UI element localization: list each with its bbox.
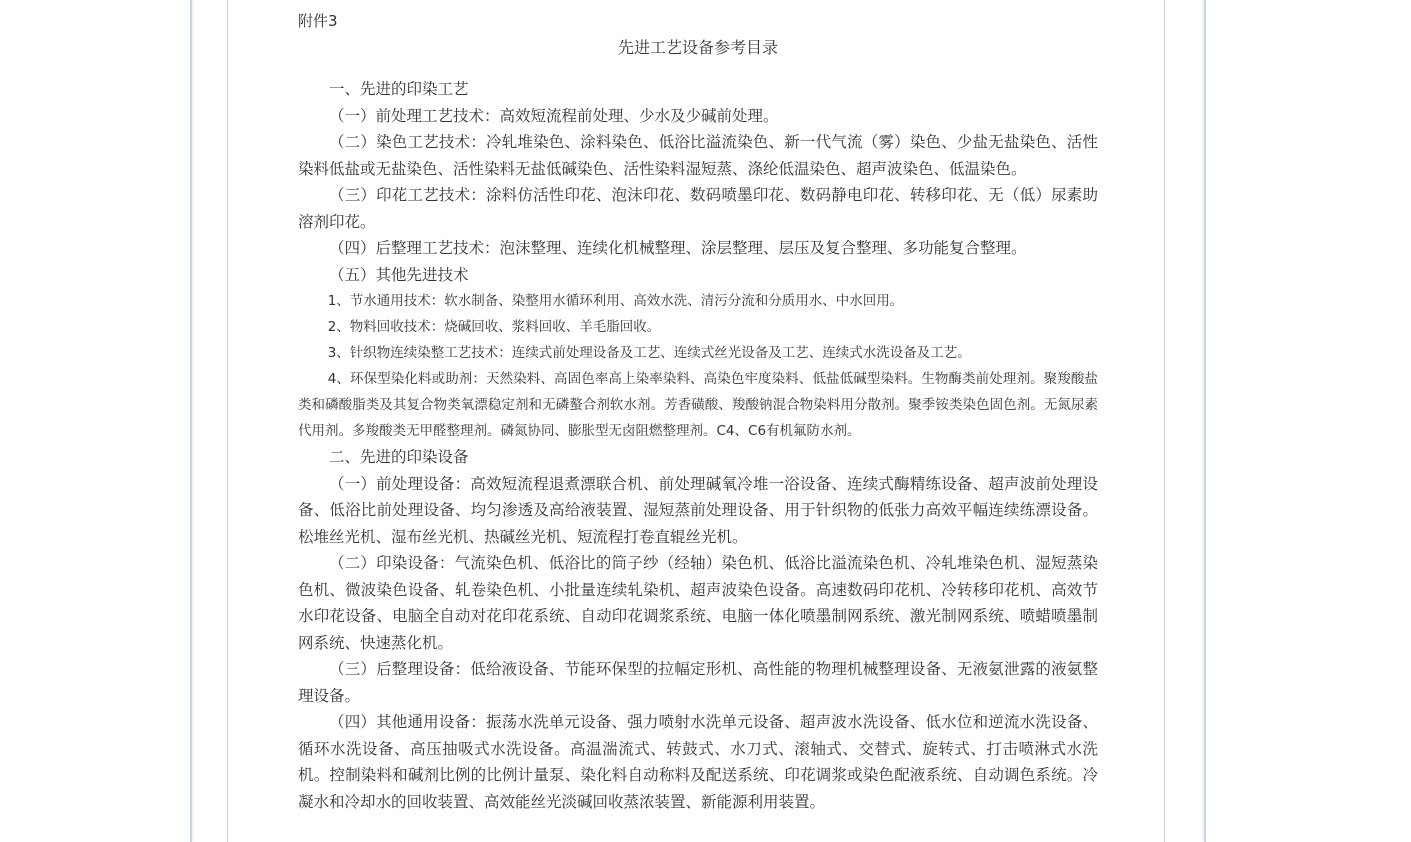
viewer-right-rail xyxy=(1204,0,1206,842)
paragraph-other-technologies: （五）其他先进技术 xyxy=(329,265,469,284)
list-item-water-saving: 1、节水通用技术：软水制备、染整用水循环利用、高效水洗、清污分流和分质用水、中水回用。 xyxy=(327,293,904,309)
paragraph-pretreatment-equipment: （一）前处理设备：高效短流程退煮漂联合机、前处理碱氧冷堆一浴设备、连续式酶精练设备、超声波前处理设备、低浴比前处理设备、均匀渗透及高给液装置、湿短蒸前处理设备、用于针织物的低张力高效平幅连续练漂设备。松堆丝光机、湿布丝光机、热碱丝光机、短流程打卷直辊丝光机。 xyxy=(298,474,1098,546)
title-spacer xyxy=(298,62,1098,76)
document-page xyxy=(227,0,1165,842)
section-heading-2: 二、先进的印染设备 xyxy=(329,448,469,466)
paragraph-dyeing-equipment: （二）印染设备：气流染色机、低浴比的筒子纱（经轴）染色机、低浴比溢流染色机、冷轧堆染色机、湿短蒸染色机、微波染色设备、轧卷染色机、小批量连续轧染机、超声波染色设备。高速数码印花机、冷转移印花机、高效节水印花设备、电脑全自动对花印花系统、自动印花调浆系统、电脑一体化喷墨制网系统、激光制网系统、喷蜡喷墨制网系统、快速蒸化机。 xyxy=(298,554,1098,652)
list-item-knit-continuous: 3、针织物连续染整工艺技术：连续式前处理设备及工艺、连续式丝光设备及工艺、连续式水洗设备及工艺。 xyxy=(327,345,971,361)
paragraph-printing-process: （三）印花工艺技术：涂料仿活性印花、泡沫印花、数码喷墨印花、数码静电印花、转移印花、无（低）尿素助溶剂印花。 xyxy=(298,186,1098,231)
list-item-material-recovery: 2、物料回收技术：烧碱回收、浆料回收、羊毛脂回收。 xyxy=(327,319,661,335)
paragraph-dyeing-process: （二）染色工艺技术：冷轧堆染色、涂料染色、低浴比溢流染色、新一代气流（雾）染色、少盐无盐染色、活性染料低盐或无盐染色、活性染料无盐低碱染色、活性染料湿短蒸、涤纶低温染色、超声波染色、低温染色。 xyxy=(298,133,1098,178)
paragraph-pretreatment-process: （一）前处理工艺技术：高效短流程前处理、少水及少碱前处理。 xyxy=(329,106,779,125)
paragraph-finishing-equipment: （三）后整理设备：低给液设备、节能环保型的拉幅定形机、高性能的物理机械整理设备、无液氨泄露的液氨整理设备。 xyxy=(298,660,1098,705)
page-content xyxy=(298,8,1098,815)
viewer-left-rail xyxy=(190,0,192,842)
paragraph-finishing-process: （四）后整理工艺技术：泡沫整理、连续化机械整理、涂层整理、层压及复合整理、多功能复合整理。 xyxy=(329,239,1027,257)
paragraph-general-equipment: （四）其他通用设备：振荡水洗单元设备、强力喷射水洗单元设备、超声波水洗设备、低水位和逆流水洗设备、循环水洗设备、高压抽吸式水洗设备。高温湍流式、转鼓式、水刀式、滚轴式、交替式、旋转式、打击喷淋式水洗机。控制染料和碱剂比例的比例计量泵、染化料自动称料及配送系统、印花调浆或染色配液系统、自动调色系统。冷凝水和冷却水的回收装置、高效能丝光淡碱回收蒸浓装置、新能源利用装置。 xyxy=(298,713,1098,811)
list-item-eco-chemicals: 4、环保型染化料或助剂：天然染料、高固色率高上染率染料、高染色牢度染料、低盐低碱型染料。生物酶类前处理剂。聚羧酸盐类和磷酸脂类及其复合物类氧漂稳定剂和无磷螯合剂软水剂。芳香磺酸、羧酸钠混合物染料用分散剂。聚季铵类染色固色剂。无氮尿素代用剂。多羧酸类无甲醛整理剂。磷氮协同、膨胀型无卤阻燃整理剂。C4、C6有机氟防水剂。 xyxy=(298,371,1098,439)
section-heading-1: 一、先进的印染工艺 xyxy=(329,80,469,98)
attachment-label: 附件3 xyxy=(298,12,338,30)
document-title: 先进工艺设备参考目录 xyxy=(617,38,778,57)
